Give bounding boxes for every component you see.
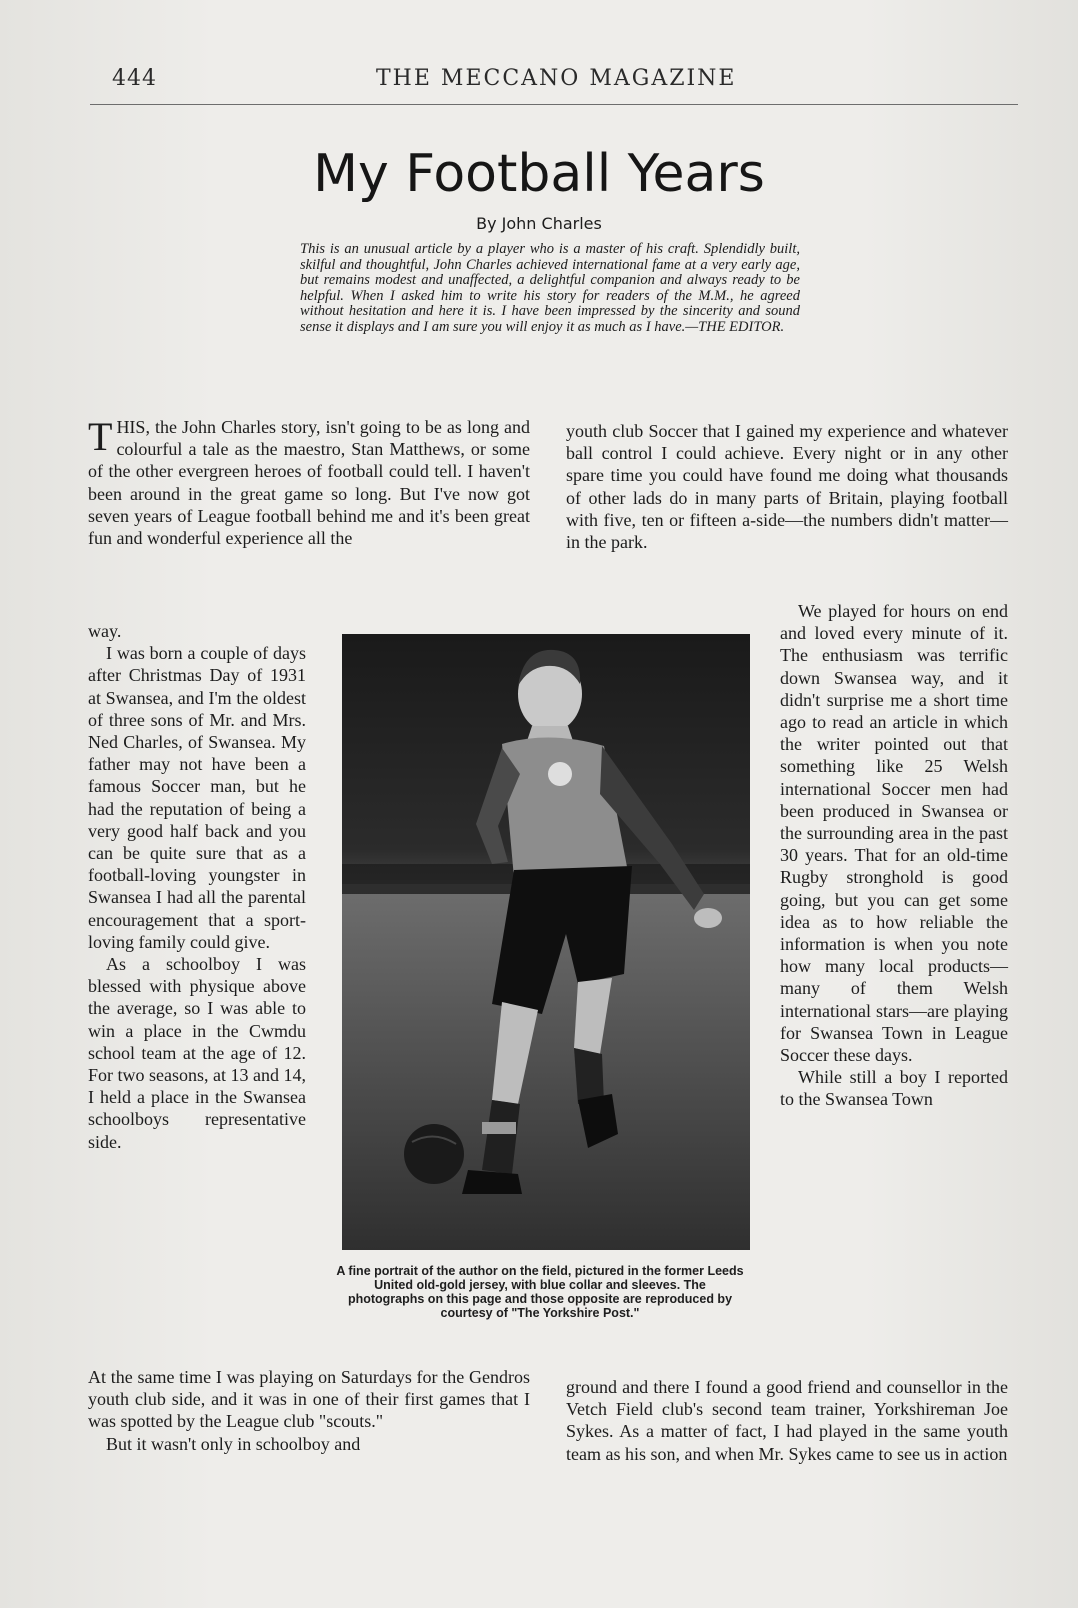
paragraph-youth-club: But it wasn't only in schoolboy and: [106, 1433, 361, 1454]
paragraph-played-for-hours: We played for hours on end and loved every minute of it. The enthusiasm was terrific down Swansea way, and it didn't surprise me a short time ago to read an article in which the writer pointed out that something like 25 Welsh international Soccer men had been produced in Swansea or the surrounding area in the past 30 years. That for an old-time Rugby stronghold is good going, but you can get some idea as to how reliable the information is when you note how many local products—many of them Welsh international stars—are playing for Swansea Town in League Soccer these days.: [780, 601, 1008, 1066]
right-column-bottom: [566, 1376, 1008, 1506]
photo-caption: A fine portrait of the author on the field, pictured in the former Leeds United old-gold jersey, with blue collar and sleeves. The photographs on this page and those opposite are reproduced by courtesy of "The Yorkshire Post.": [336, 1264, 744, 1320]
left-narrow-column: [88, 620, 306, 1366]
right-narrow-column: [780, 600, 1008, 1388]
byline: By John Charles: [476, 214, 602, 233]
paragraph-reported-cont: ground and there I found a good friend and counsellor in the Vetch Field club's second team trainer, Yorkshireman Joe Sykes. As a matter of fact, I had played in the same youth team as his son, and when Mr. Sykes came to see us in action: [566, 1377, 1008, 1464]
opening-text: HIS, the John Charles story, isn't going to be as long and colourful a tale as the maestro, Stan Matthews, or some of the other evergreen heroes of football could tell. I haven't been around in the great game so long. But I've now got seven years of League football behind me and it's been great fun and wonderful experience all the: [88, 417, 530, 549]
paragraph-birth: I was born a couple of days after Christmas Day of 1931 at Swansea, and I'm the oldest of three sons of Mr. and Mrs. Ned Charles, of Swansea. My father may not have been a famous Soccer man, but he had the reputation of being a very good half back and you can be quite sure that as a football-loving youngster in Swansea I had all the parental encouragement that a sport-loving family could give.: [88, 643, 306, 952]
drop-cap: T: [88, 414, 113, 459]
opening-paragraph-end: way.: [88, 621, 122, 641]
article-title: My Football Years: [313, 144, 765, 204]
magazine-title: THE MECCANO MAGAZINE: [376, 66, 737, 91]
paragraph-schoolboy-cont: At the same time I was playing on Saturdays for the Gendros youth club side, and it was in one of their first games that I was spotted by the League club "scouts.": [88, 1367, 530, 1432]
right-column-top: [566, 420, 1008, 600]
paragraph-youth-club-cont: youth club Soccer that I gained my experience and whatever ball control I could achieve. Every night or in any other spare time you could have found me doing what thousands of other lads do in many parts of Britain, playing football with five, ten or fifteen a-side—the numbers didn't matter—in the park.: [566, 421, 1008, 553]
player-photo: [342, 634, 750, 1250]
footballer-illustration: [342, 634, 750, 1250]
left-column-top: [88, 416, 530, 620]
editor-intro: This is an unusual article by a player who is a master of his craft. Splendidly built, skilful and thoughtful, John Charles achieved international fame at a very early age, but remains modest and unaffected, a delightful companion and always ready to be helpful. When I asked him to write his story for readers of the M.M., he agreed without hesitation and here it is. I have been impressed by the sincerity and sound sense it displays and I am sure you will enjoy it as much as I have.—THE EDITOR.: [300, 241, 800, 335]
paragraph-schoolboy: As a schoolboy I was blessed with physique above the average, so I was able to win a place in the Cwmdu school team at the age of 12. For two seasons, at 13 and 14, I held a place in the Swansea schoolboys representative side.: [88, 954, 306, 1152]
left-column-bottom: [88, 1366, 530, 1506]
header-rule: [90, 104, 1018, 105]
paragraph-opening: [88, 416, 530, 549]
paragraph-reported: While still a boy I reported to the Swansea Town: [780, 1067, 1008, 1110]
page-number: 444: [112, 66, 157, 91]
